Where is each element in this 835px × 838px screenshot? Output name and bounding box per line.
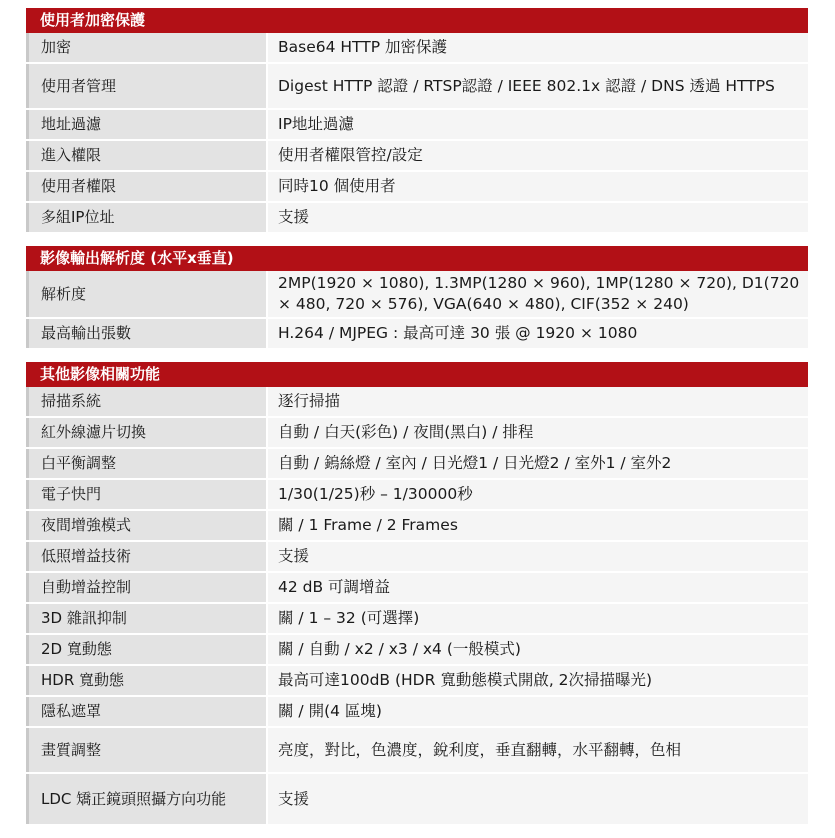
table-row xyxy=(26,203,808,234)
table-row xyxy=(26,110,808,141)
row-label: 加密 xyxy=(26,33,266,62)
row-value: 支援 xyxy=(266,774,808,824)
section-header: 使用者加密保護 xyxy=(26,8,808,33)
row-label: 隱私遮罩 xyxy=(26,697,266,726)
table-row xyxy=(26,573,808,604)
spec-table xyxy=(26,8,808,838)
row-value: 關 / 1 – 32 (可選擇) xyxy=(266,604,808,633)
table-row xyxy=(26,635,808,666)
row-value: 最高可達100dB (HDR 寬動態模式開啟, 2次掃描曝光) xyxy=(266,666,808,695)
row-label: 使用者權限 xyxy=(26,172,266,201)
row-label: 低照增益技術 xyxy=(26,542,266,571)
section-header: 其他影像相關功能 xyxy=(26,362,808,387)
table-row xyxy=(26,480,808,511)
row-label: 夜間增強模式 xyxy=(26,511,266,540)
row-value: 使用者權限管控/設定 xyxy=(266,141,808,170)
table-row xyxy=(26,141,808,172)
row-label: 自動增益控制 xyxy=(26,573,266,602)
row-value: 關 / 1 Frame / 2 Frames xyxy=(266,511,808,540)
row-label: 使用者管理 xyxy=(26,64,266,108)
row-label: LDC 矯正鏡頭照攝方向功能 xyxy=(26,774,266,824)
row-value: 1/30(1/25)秒 – 1/30000秒 xyxy=(266,480,808,509)
table-row xyxy=(26,271,808,319)
row-label: 進入權限 xyxy=(26,141,266,170)
row-label: 2D 寬動態 xyxy=(26,635,266,664)
row-value: 自動 / 白天(彩色) / 夜間(黑白) / 排程 xyxy=(266,418,808,447)
row-value: 同時10 個使用者 xyxy=(266,172,808,201)
row-value: 亮度，對比，色濃度，銳利度，垂直翻轉，水平翻轉，色相 xyxy=(266,728,808,772)
table-row xyxy=(26,666,808,697)
table-row xyxy=(26,387,808,418)
row-label: 掃描系統 xyxy=(26,387,266,416)
section-video-resolution xyxy=(26,246,808,350)
row-value: 42 dB 可調增益 xyxy=(266,573,808,602)
row-value: IP地址過濾 xyxy=(266,110,808,139)
table-row xyxy=(26,172,808,203)
row-label: 地址過濾 xyxy=(26,110,266,139)
row-value: 支援 xyxy=(266,542,808,571)
table-row xyxy=(26,511,808,542)
row-label: 最高輸出張數 xyxy=(26,319,266,348)
section-user-encryption xyxy=(26,8,808,234)
table-row xyxy=(26,774,808,826)
row-value: 2MP(1920 × 1080), 1.3MP(1280 × 960), 1MP(1280 × 720), D1(720 × 480, 720 × 576), VGA(640 × 480), CIF(352 × 240) xyxy=(266,271,808,317)
row-value: 自動 / 鎢絲燈 / 室內 / 日光燈1 / 日光燈2 / 室外1 / 室外2 xyxy=(266,449,808,478)
row-value: 逐行掃描 xyxy=(266,387,808,416)
row-value: Digest HTTP 認證 / RTSP認證 / IEEE 802.1x 認證 / DNS 透過 HTTPS xyxy=(266,64,808,108)
table-row xyxy=(26,319,808,350)
row-label: HDR 寬動態 xyxy=(26,666,266,695)
row-value: Base64 HTTP 加密保護 xyxy=(266,33,808,62)
section-header: 影像輸出解析度 (水平x垂直) xyxy=(26,246,808,271)
section-other-video-functions xyxy=(26,362,808,826)
row-label: 電子快門 xyxy=(26,480,266,509)
row-label: 紅外線濾片切換 xyxy=(26,418,266,447)
table-row xyxy=(26,33,808,64)
row-label: 多組IP位址 xyxy=(26,203,266,232)
row-label: 白平衡調整 xyxy=(26,449,266,478)
table-row xyxy=(26,418,808,449)
row-label: 3D 雜訊抑制 xyxy=(26,604,266,633)
table-row xyxy=(26,449,808,480)
row-value: H.264 / MJPEG : 最高可達 30 張 @ 1920 × 1080 xyxy=(266,319,808,348)
row-value: 關 / 開(4 區塊) xyxy=(266,697,808,726)
table-row xyxy=(26,542,808,573)
row-label: 解析度 xyxy=(26,271,266,317)
table-row xyxy=(26,728,808,774)
table-row xyxy=(26,604,808,635)
row-label: 畫質調整 xyxy=(26,728,266,772)
row-value: 關 / 自動 / x2 / x3 / x4 (一般模式) xyxy=(266,635,808,664)
table-row xyxy=(26,64,808,110)
row-value: 支援 xyxy=(266,203,808,232)
table-row xyxy=(26,697,808,728)
